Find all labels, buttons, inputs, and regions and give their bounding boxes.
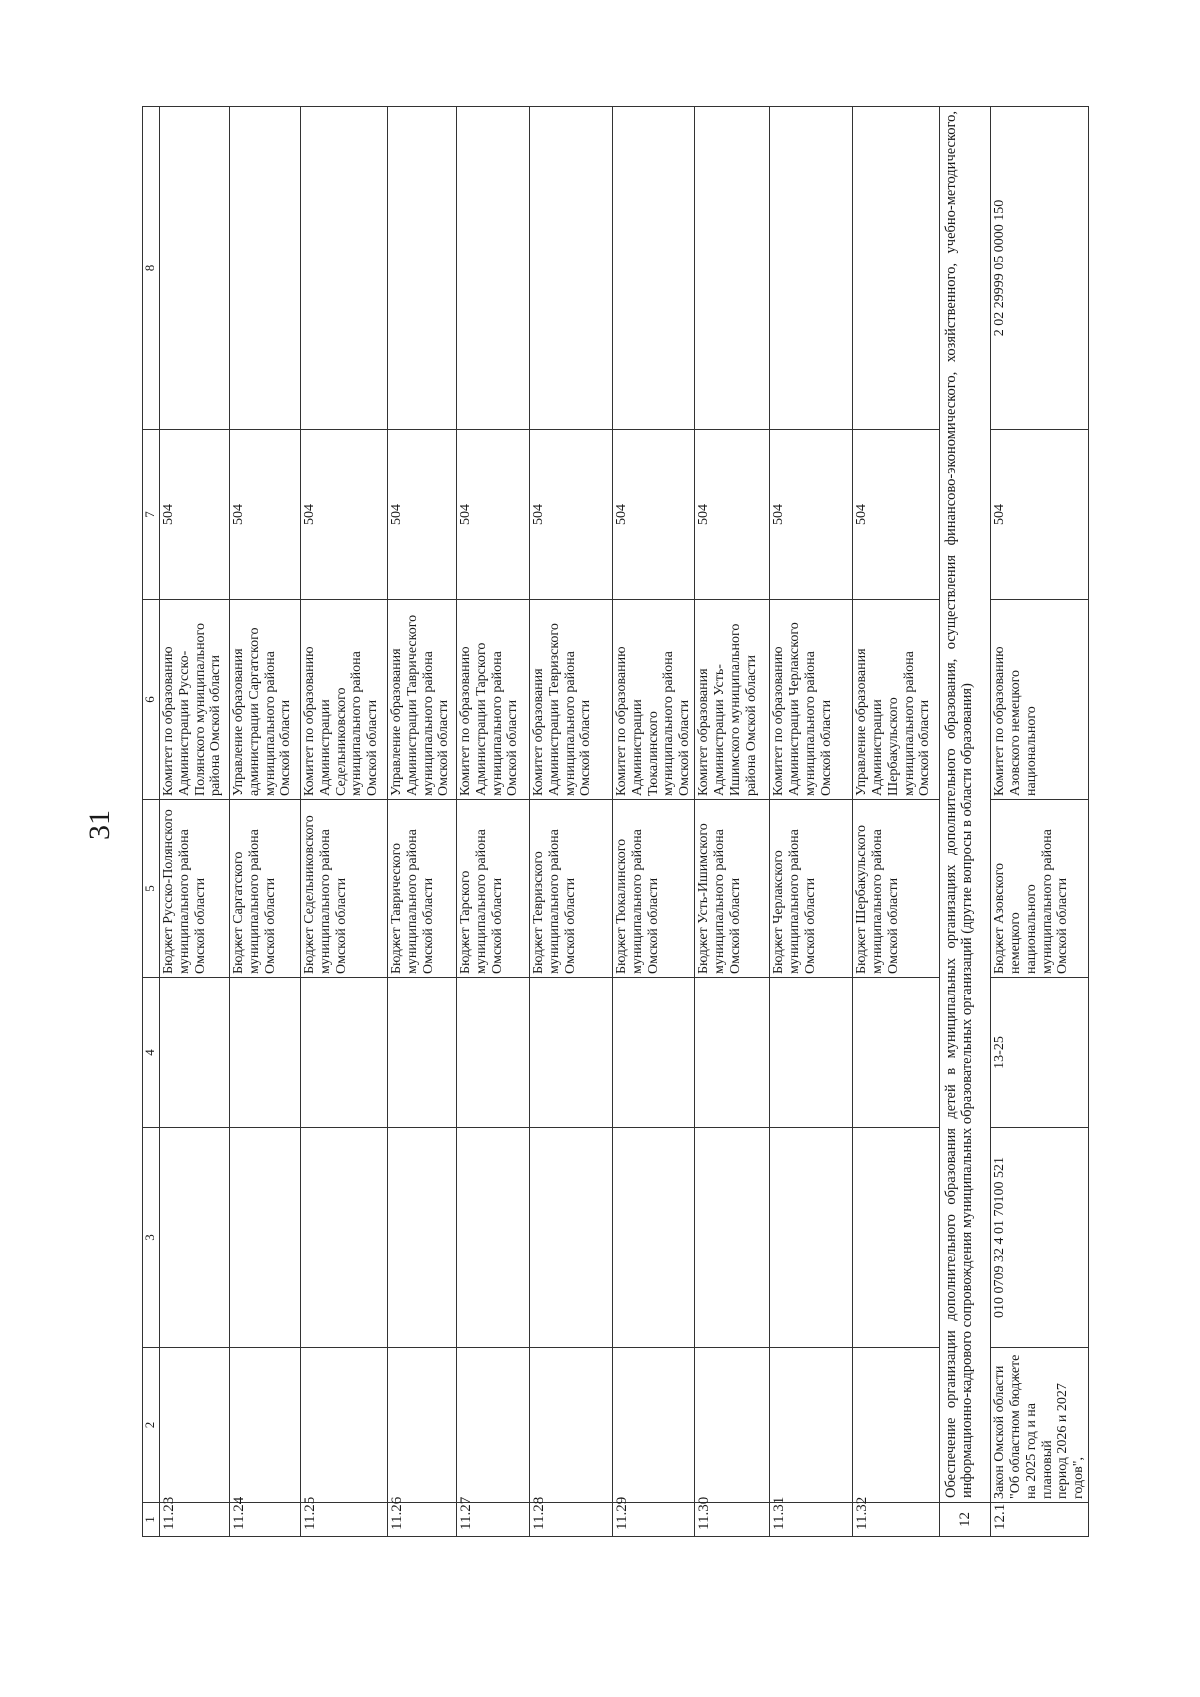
- row-number: 11.32: [853, 1503, 940, 1537]
- department-code: 504: [160, 430, 230, 600]
- department-code: 504: [853, 430, 940, 600]
- row-number: 11.24: [230, 1503, 301, 1537]
- row-number: 12.1: [991, 1503, 1089, 1537]
- article-code: 13-25: [991, 978, 1089, 1128]
- department-code: 504: [530, 430, 613, 600]
- row-number: 11.31: [770, 1503, 853, 1537]
- department-code: 504: [695, 430, 770, 600]
- row-number: 11.23: [160, 1503, 230, 1537]
- row-number: 11.28: [530, 1503, 613, 1537]
- budget-table: [142, 106, 1089, 1537]
- empty-cell: [160, 978, 230, 1128]
- empty-cell: [301, 1128, 388, 1348]
- empty-cell: [770, 1128, 853, 1348]
- rotated-table-frame: [142, 107, 1087, 1537]
- table-row: [853, 107, 940, 1537]
- department-code: 504: [613, 430, 695, 600]
- budget-name: Бюджет Усть-Ишимского муниципального района Омской области: [695, 800, 770, 978]
- administrator-name: Комитет по образованию Азовского немецкого национального: [991, 600, 1089, 800]
- table-row: [301, 107, 388, 1537]
- empty-cell: [388, 1348, 457, 1503]
- table-row: [160, 107, 230, 1537]
- empty-cell: [695, 107, 770, 430]
- table-row: [530, 107, 613, 1537]
- empty-cell: [770, 1348, 853, 1503]
- empty-cell: [695, 978, 770, 1128]
- empty-cell: [230, 1128, 301, 1348]
- empty-cell: [457, 1348, 530, 1503]
- row-number: 11.30: [695, 1503, 770, 1537]
- header-row: [143, 107, 160, 1537]
- administrator-name: Комитет по образованию Администрации Седельниковского муниципального района Омской области: [301, 600, 388, 800]
- budget-name: Бюджет Азовского немецкого национального муниципального района Омской области: [991, 800, 1089, 978]
- empty-cell: [770, 107, 853, 430]
- empty-cell: [613, 1348, 695, 1503]
- budget-name: Бюджет Тюкалинского муниципального района Омской области: [613, 800, 695, 978]
- table-row: [770, 107, 853, 1537]
- empty-cell: [770, 978, 853, 1128]
- administrator-name: Комитет по образованию Администрации Русско- Полянского муниципального района Омской области: [160, 600, 230, 800]
- empty-cell: [457, 1128, 530, 1348]
- department-code: 504: [301, 430, 388, 600]
- empty-cell: [388, 978, 457, 1128]
- empty-cell: [160, 107, 230, 430]
- col-header: 8: [143, 107, 160, 430]
- row-number: 11.25: [301, 1503, 388, 1537]
- budget-name: Бюджет Саргатского муниципального района Омской области: [230, 800, 301, 978]
- department-code: 504: [388, 430, 457, 600]
- administrator-name: Комитет по образованию Администрации Тюкалинского муниципального района Омской области: [613, 600, 695, 800]
- revenue-code: 2 02 29999 05 0000 150: [991, 107, 1089, 430]
- col-header: 3: [143, 1128, 160, 1348]
- row-number: 11.29: [613, 1503, 695, 1537]
- table-row: [695, 107, 770, 1537]
- administrator-name: Комитет образования Администрации Тевризского муниципального района Омской области: [530, 600, 613, 800]
- empty-cell: [160, 1128, 230, 1348]
- empty-cell: [388, 1128, 457, 1348]
- col-header: 6: [143, 600, 160, 800]
- administrator-name: Управление образования администрации Саргатского муниципального района Омской области: [230, 600, 301, 800]
- budget-name: Бюджет Тарского муниципального района Омской области: [457, 800, 530, 978]
- department-code: 504: [230, 430, 301, 600]
- department-code: 504: [770, 430, 853, 600]
- budget-name: Бюджет Седельниковского муниципального района Омской области: [301, 800, 388, 978]
- administrator-name: Управление образования Администрации Шербакульского муниципального района Омской области: [853, 600, 940, 800]
- empty-cell: [530, 1348, 613, 1503]
- empty-cell: [613, 107, 695, 430]
- budget-name: Бюджет Черлакского муниципального района Омской области: [770, 800, 853, 978]
- department-code: 504: [991, 430, 1089, 600]
- empty-cell: [853, 1348, 940, 1503]
- empty-cell: [530, 1128, 613, 1348]
- budget-name: Бюджет Тевризского муниципального района Омской области: [530, 800, 613, 978]
- empty-cell: [230, 107, 301, 430]
- empty-cell: [230, 978, 301, 1128]
- empty-cell: [457, 107, 530, 430]
- empty-cell: [457, 978, 530, 1128]
- budget-name: Бюджет Русско-Полянского муниципального района Омской области: [160, 800, 230, 978]
- row-number: 11.26: [388, 1503, 457, 1537]
- empty-cell: [301, 1348, 388, 1503]
- row-number: 11.27: [457, 1503, 530, 1537]
- law-reference: Закон Омской области "Об областном бюджете на 2025 год и на плановый период 2026 и 2027 годов",: [991, 1348, 1089, 1503]
- table-row: [457, 107, 530, 1537]
- empty-cell: [388, 107, 457, 430]
- administrator-name: Комитет по образованию Администрации Черлакского муниципального района Омской области: [770, 600, 853, 800]
- col-header: 4: [143, 978, 160, 1128]
- empty-cell: [530, 978, 613, 1128]
- section-description: Обеспечение организации дополнительного образования детей в муниципальных организациях дополнительного образования, осуществления финансово-экономического, хозяйственного, учебно-методического, информационно-кадрового сопровождения муниципальных образовательных организаций (другие вопросы в области образования): [940, 107, 991, 1503]
- budget-name: Бюджет Таврического муниципального района Омской области: [388, 800, 457, 978]
- department-code: 504: [457, 430, 530, 600]
- col-header: 2: [143, 1348, 160, 1503]
- table-row: [388, 107, 457, 1537]
- section-number: 12: [940, 1503, 991, 1537]
- empty-cell: [230, 1348, 301, 1503]
- empty-cell: [695, 1128, 770, 1348]
- section-row: [940, 107, 991, 1537]
- budget-name: Бюджет Шербакульского муниципального района Омской области: [853, 800, 940, 978]
- empty-cell: [853, 978, 940, 1128]
- administrator-name: Комитет по образованию Администрации Тарского муниципального района Омской области: [457, 600, 530, 800]
- administrator-name: Управление образования Администрации Таврического муниципального района Омской области: [388, 600, 457, 800]
- empty-cell: [301, 107, 388, 430]
- col-header: 7: [143, 430, 160, 600]
- empty-cell: [853, 1128, 940, 1348]
- empty-cell: [613, 1128, 695, 1348]
- empty-cell: [695, 1348, 770, 1503]
- empty-cell: [613, 978, 695, 1128]
- table-row: [613, 107, 695, 1537]
- empty-cell: [530, 107, 613, 430]
- table-row: [230, 107, 301, 1537]
- col-header: 5: [143, 800, 160, 978]
- empty-cell: [853, 107, 940, 430]
- empty-cell: [160, 1348, 230, 1503]
- administrator-name: Комитет образования Администрации Усть- Ишимского муниципального района Омской области: [695, 600, 770, 800]
- col-header: 1: [143, 1503, 160, 1537]
- empty-cell: [301, 978, 388, 1128]
- budget-classification-code: 010 0709 32 4 01 70100 521: [991, 1128, 1089, 1348]
- table-row: [991, 107, 1089, 1537]
- page-number: 31: [83, 810, 116, 840]
